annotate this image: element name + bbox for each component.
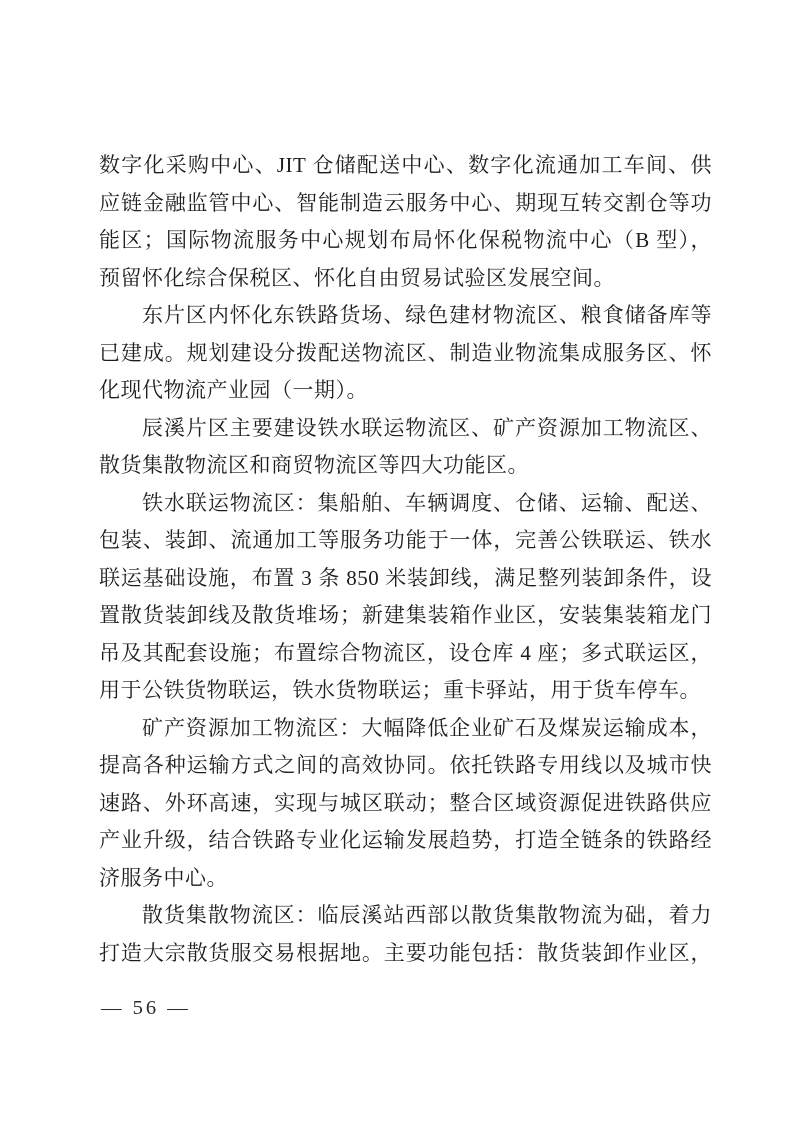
text-line: 散货集散物流区和商贸物流区等四大功能区。: [99, 453, 529, 477]
text-line: 东片区内怀化东铁路货场、绿色建材物流区、粮食储备库等: [142, 303, 712, 327]
text-line: 用于公铁货物联运，铁水货物联运；重卡驿站，用于货车停车。: [99, 678, 701, 702]
text-line: 散货集散物流区：临辰溪站西部以散货集散物流为础，着力: [142, 903, 712, 927]
text-line: 矿产资源加工物流区：大幅降低企业矿石及煤炭运输成本，: [142, 715, 712, 740]
text-line: 联运基础设施，布置 3 条 850 米装卸线，满足整列装卸条件，设: [99, 565, 712, 590]
page-number: — 56 —: [101, 997, 191, 1019]
text-line: 提高各种运输方式之间的高效协同。依托铁路专用线以及城市快: [99, 753, 712, 777]
document-body: [99, 147, 712, 972]
text-line: 化现代物流产业园（一期）。: [99, 378, 368, 402]
text-line: 应链金融监管中心、智能制造云服务中心、期现互转交割仓等功: [99, 190, 712, 215]
text-line: 置散货装卸线及散货堆场；新建集装箱作业区，安装集装箱龙门: [99, 603, 712, 627]
text-line: 辰溪片区主要建设铁水联运物流区、矿产资源加工物流区、: [142, 415, 712, 440]
text-line: 能区；国际物流服务中心规划布局怀化保税物流中心（B 型），: [99, 228, 712, 252]
text-line: 包装、装卸、流通加工等服务功能于一体，完善公铁联运、铁水: [99, 528, 712, 552]
text-line: 已建成。规划建设分拨配送物流区、制造业物流集成服务区、怀: [99, 340, 712, 365]
text-line: 预留怀化综合保税区、怀化自由贸易试验区发展空间。: [99, 265, 615, 290]
text-line: 打造大宗散货服交易根据地。主要功能包括：散货装卸作业区，: [99, 940, 712, 965]
text-line: 铁水联运物流区：集船舶、车辆调度、仓储、运输、配送、: [142, 490, 712, 515]
text-line: 速路、外环高速，实现与城区联动；整合区域资源促进铁路供应: [99, 790, 712, 815]
text-line: 产业升级，结合铁路专业化运输发展趋势，打造全链条的铁路经: [99, 828, 712, 852]
text-line: 济服务中心。: [99, 865, 228, 890]
text-line: 数字化采购中心、JIT 仓储配送中心、数字化流通加工车间、供: [99, 153, 712, 177]
text-line: 吊及其配套设施；布置综合物流区，设仓库 4 座；多式联运区，: [99, 640, 712, 665]
